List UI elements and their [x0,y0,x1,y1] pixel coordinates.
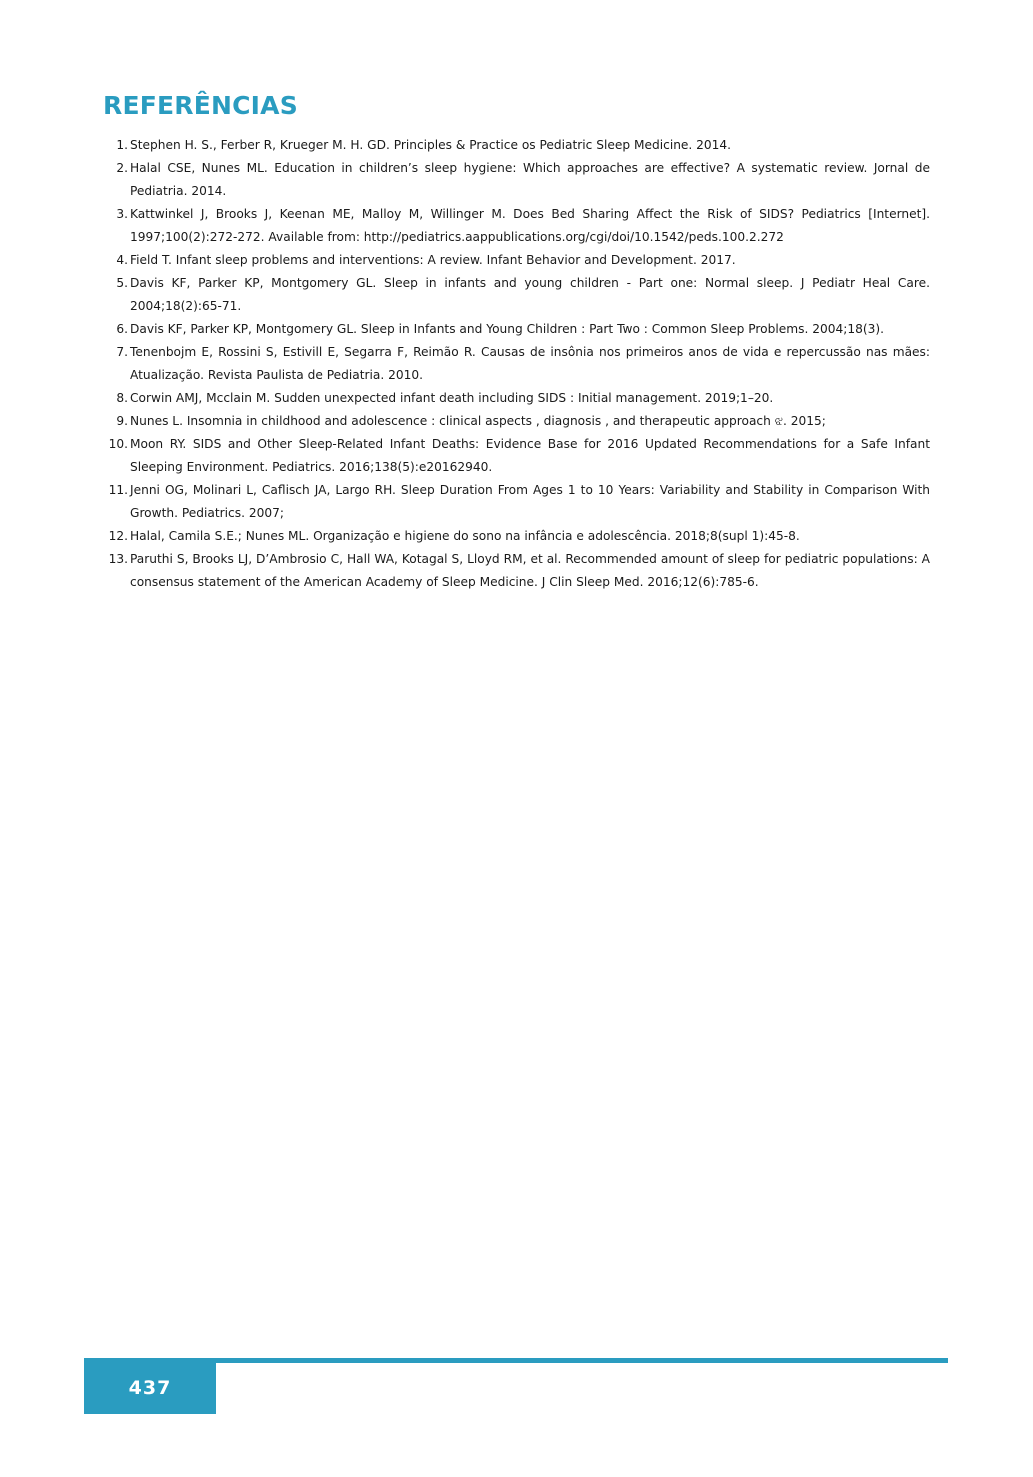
reference-text: Davis KF, Parker KP, Montgomery GL. Sleep in Infants and Young Children : Part Two : Common Sleep Problems. 2004;18(3). [130,322,884,336]
reference-number: 3. [116,207,128,221]
reference-text: Jenni OG, Molinari L, Caflisch JA, Largo RH. Sleep Duration From Ages 1 to 10 Years: Variability and Stability in Comparison With Growth. Pediatrics. 2007; [130,483,930,520]
reference-item-11 [104,479,930,525]
reference-item-8 [104,387,930,410]
reference-item-5 [104,272,930,318]
reference-item-12 [104,525,930,548]
reference-text: Moon RY. SIDS and Other Sleep-Related Infant Deaths: Evidence Base for 2016 Updated Recommendations for a Safe Infant Sleeping Environment. Pediatrics. 2016;138(5):e20162940. [130,437,930,474]
reference-item-2 [104,157,930,203]
page-number: 437 [128,1377,172,1399]
reference-item-6 [104,318,930,341]
page-title: REFERÊNCIAS [103,91,298,120]
reference-text: Halal, Camila S.E.; Nunes ML. Organização e higiene do sono na infância e adolescência. 2018;8(supl 1):45-8. [130,529,800,543]
reference-number: 13. [108,552,128,566]
reference-text: Paruthi S, Brooks LJ, D’Ambrosio C, Hall WA, Kotagal S, Lloyd RM, et al. Recommended amount of sleep for pediatric populations: A consensus statement of the American Academy of Sleep Medicine. J Clin Sleep Med. 2016;12(6):785-6. [130,552,930,589]
reference-item-1 [104,134,930,157]
reference-text: Davis KF, Parker KP, Montgomery GL. Sleep in infants and young children - Part one: Normal sleep. J Pediatr Heal Care. 2004;18(2):65-71. [130,276,930,313]
reference-text: Kattwinkel J, Brooks J, Keenan ME, Malloy M, Willinger M. Does Bed Sharing Affect the Risk of SIDS? Pediatrics [Internet]. 1997;100(2):272-272. Available from: http://pediatrics.aappublications.org/cgi/doi/10.1542/peds.100.2.272 [130,207,930,244]
reference-number: 10. [108,437,128,451]
reference-text: Corwin AMJ, Mcclain M. Sudden unexpected infant death including SIDS : Initial management. 2019;1–20. [130,391,774,405]
reference-number: 9. [116,414,128,428]
reference-number: 12. [108,529,128,543]
page-number-box [84,1358,216,1414]
reference-item-13 [104,548,930,594]
reference-item-3 [104,203,930,249]
reference-number: 4. [116,253,128,267]
reference-text: Tenenbojm E, Rossini S, Estivill E, Segarra F, Reimão R. Causas de insônia nos primeiros anos de vida e repercussão nas mães: Atualização. Revista Paulista de Pediatria. 2010. [130,345,930,382]
reference-list [104,134,930,594]
reference-number: 11. [108,483,128,497]
reference-text: Nunes L. Insomnia in childhood and adolescence : clinical aspects , diagnosis , and therapeutic approach ଝ. 2015; [130,414,826,428]
reference-number: 7. [116,345,128,359]
reference-item-9 [104,410,930,433]
reference-item-7 [104,341,930,387]
reference-text: Halal CSE, Nunes ML. Education in children’s sleep hygiene: Which approaches are effective? A systematic review. Jornal de Pediatria. 2014. [130,161,930,198]
reference-text: Field T. Infant sleep problems and interventions: A review. Infant Behavior and Development. 2017. [130,253,736,267]
reference-number: 6. [116,322,128,336]
reference-number: 2. [116,161,128,175]
reference-text: Stephen H. S., Ferber R, Krueger M. H. GD. Principles & Practice os Pediatric Sleep Medicine. 2014. [130,138,732,152]
reference-item-10 [104,433,930,479]
reference-item-4 [104,249,930,272]
reference-number: 1. [116,138,128,152]
reference-number: 5. [116,276,128,290]
reference-number: 8. [116,391,128,405]
